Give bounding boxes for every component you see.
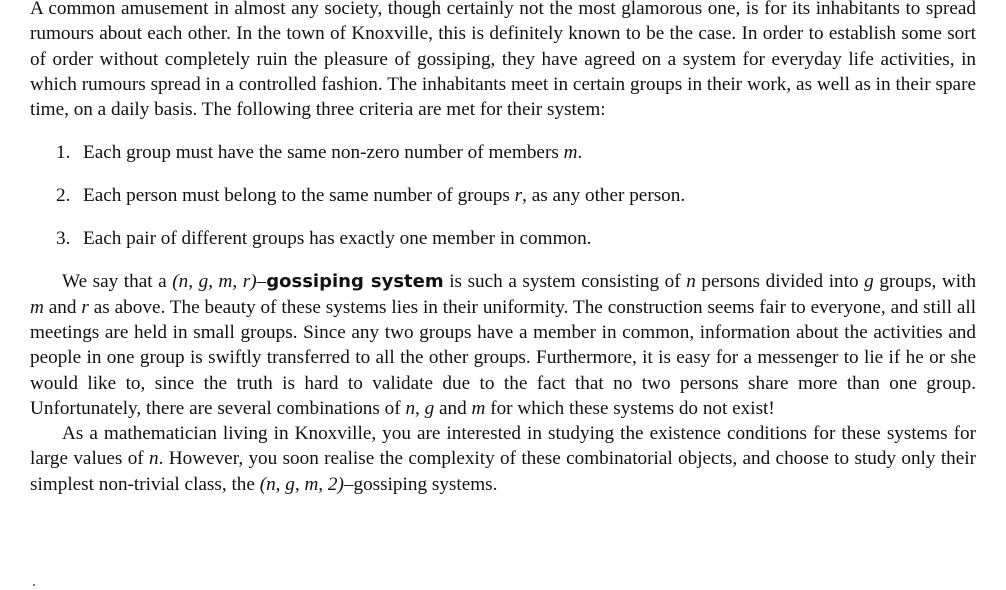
- page-mark: [33, 584, 35, 586]
- definition-paragraph: We say that a (n, g, m, r)–gossiping system is such a system consisting of n persons divided into g groups, with m and r as above. The beauty of these systems lies in their uniformity. The construction seems fair to everyone, and still all meetings are held in small groups. Since any two groups have a member in common, information about the activities and people in one group is swiftly transferred to all the other groups. Furthermore, it is easy for a messenger to lie if he or she would like to, since the truth is hard to validate due to the fact that no two persons share more than one group. Unfortunately, there are several combinations of n, g and m for which these systems do not exist!: [30, 271, 977, 419]
- problem-statement: [30, 0, 976, 497]
- criterion-3: 3. Each pair of different groups has exactly one member in common.: [56, 228, 592, 250]
- task-paragraph: As a mathematician living in Knoxville, you are interested in studying the existence conditions for these systems for large values of n. However, you soon realise the complexity of these combinatorial objects, and choose to study only their simplest non-trivial class, the (n, g, m, 2)–gossiping systems.: [30, 423, 976, 495]
- criterion-1: 1. Each group must have the same non-zero number of members m.: [56, 142, 583, 164]
- criterion-2: 2. Each person must belong to the same number of groups r, as any other person.: [56, 185, 686, 207]
- criteria-list: [30, 140, 976, 251]
- gossiping-system-term: gossiping system: [266, 271, 444, 293]
- tuple-nmg2: (n, g, m, 2): [259, 473, 344, 495]
- tuple-nrmr: (n, g, m, r): [172, 271, 257, 293]
- intro-paragraph: A common amusement in almost any society, though certainly not the most glamorous one, is for its inhabitants to spread rumours about each other. In the town of Knoxville, this is definitely known to be the case. In order to establish some sort of order without completely ruin the pleasure of gossiping, they have agreed on a system for everyday life activities, in which rumours spread in a controlled fashion. The inhabitants meet in certain groups in their work, as well as in their spare time, on a daily basis. The following three criteria are met for their system:: [30, 0, 976, 121]
